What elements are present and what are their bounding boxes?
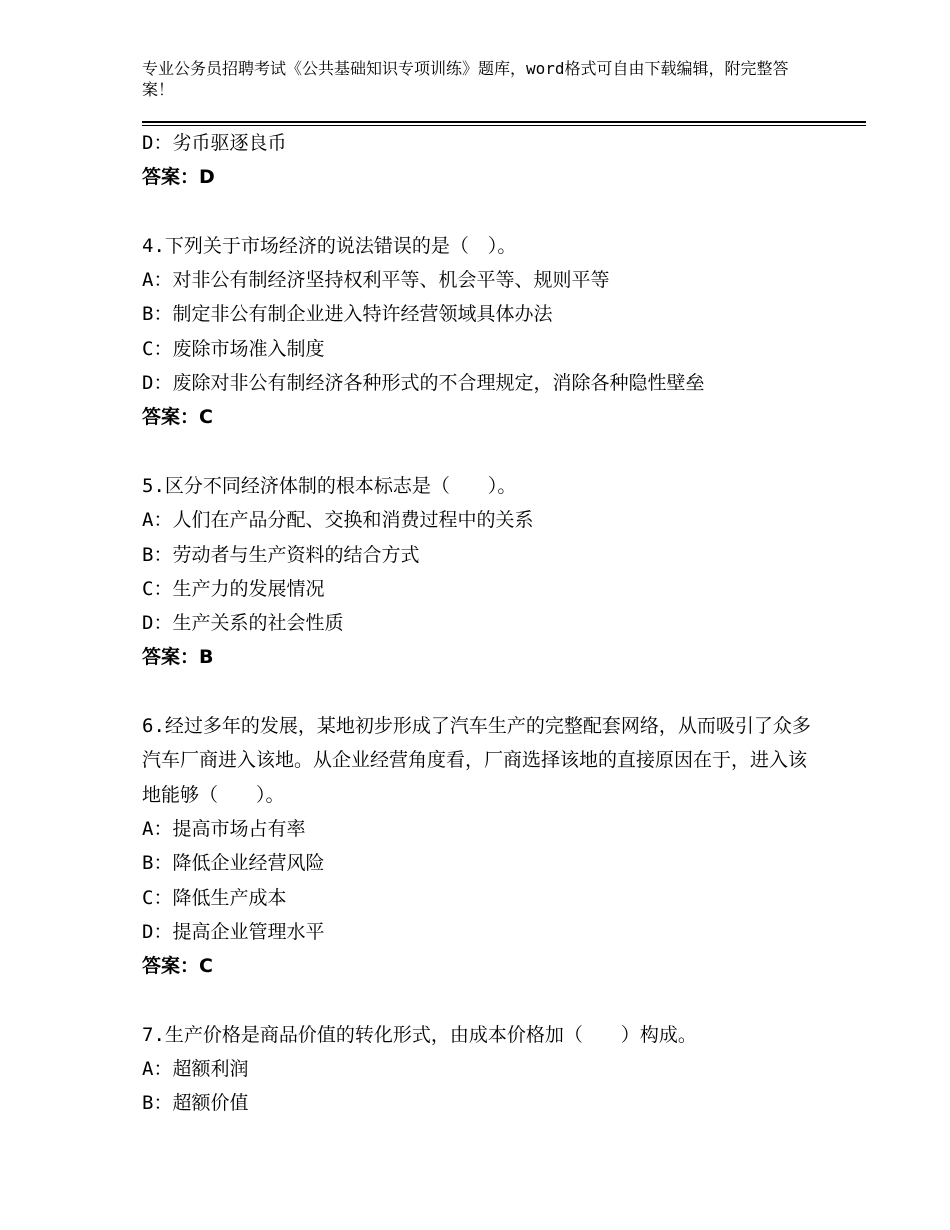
option-b: B：制定非公有制企业进入特许经营领域具体办法 bbox=[142, 303, 553, 326]
question-list bbox=[142, 126, 812, 1121]
option-b: B：降低企业经营风险 bbox=[142, 852, 325, 875]
option-d: D：劣币驱逐良币 bbox=[142, 132, 287, 154]
option-a: A：超额利润 bbox=[142, 1058, 249, 1081]
question-stem: 7.生产价格是商品价值的转化形式，由成本价格加（ ）构成。 bbox=[142, 1023, 697, 1046]
option-d: D：生产关系的社会性质 bbox=[142, 612, 344, 635]
option-c: C：降低生产成本 bbox=[142, 886, 287, 909]
spacer bbox=[142, 195, 812, 229]
header-rule-thick bbox=[142, 121, 866, 123]
question-stem: 5.区分不同经济体制的根本标志是（ ）。 bbox=[142, 474, 517, 497]
answer: 答案：C bbox=[142, 955, 213, 978]
option-c: C：生产力的发展情况 bbox=[142, 577, 325, 600]
question-3-continuation bbox=[142, 126, 812, 195]
option-c: C：废除市场准入制度 bbox=[142, 337, 325, 360]
answer: 答案：B bbox=[142, 646, 214, 669]
spacer bbox=[142, 983, 812, 1017]
spacer bbox=[142, 435, 812, 469]
option-b: B：劳动者与生产资料的结合方式 bbox=[142, 543, 420, 566]
spacer bbox=[142, 675, 812, 709]
answer: 答案：D bbox=[142, 166, 215, 189]
document-header: 专业公务员招聘考试《公共基础知识专项训练》题库，word格式可自由下载编辑，附完整答案！ bbox=[142, 59, 789, 99]
question-6 bbox=[142, 709, 812, 983]
question-stem: 4.下列关于市场经济的说法错误的是（ ）。 bbox=[142, 234, 517, 257]
option-a: A：对非公有制经济坚持权利平等、机会平等、规则平等 bbox=[142, 269, 610, 292]
option-d: D：废除对非公有制经济各种形式的不合理规定，消除各种隐性壁垒 bbox=[142, 372, 705, 395]
option-d: D：提高企业管理水平 bbox=[142, 920, 325, 943]
question-4 bbox=[142, 229, 812, 435]
question-7 bbox=[142, 1018, 812, 1121]
answer: 答案：C bbox=[142, 406, 213, 429]
option-b: B：超额价值 bbox=[142, 1092, 249, 1115]
question-stem: 6.经过多年的发展，某地初步形成了汽车生产的完整配套网络，从而吸引了众多汽车厂商进入该地。从企业经营角度看，厂商选择该地的直接原因在于，进入该地能够（ ）。 bbox=[142, 715, 811, 806]
question-5 bbox=[142, 469, 812, 675]
option-a: A：人们在产品分配、交换和消费过程中的关系 bbox=[142, 509, 534, 532]
option-a: A：提高市场占有率 bbox=[142, 817, 306, 840]
